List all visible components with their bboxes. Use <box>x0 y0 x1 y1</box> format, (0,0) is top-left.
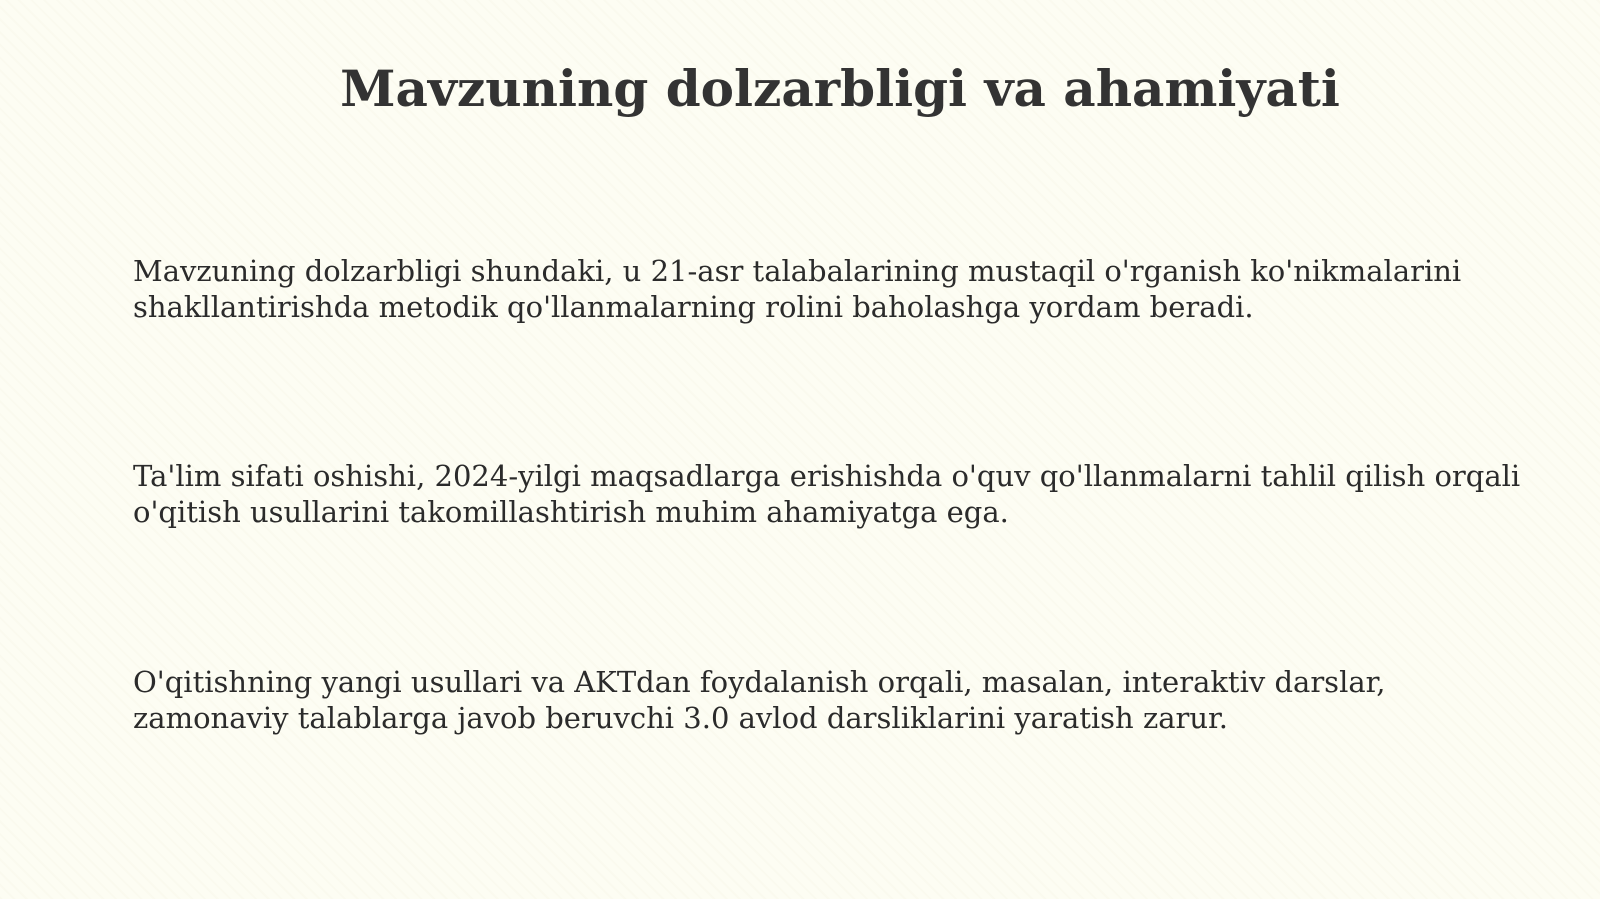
paragraph-new-methods: O'qitishning yangi usullari va AKTdan foydalanish orqali, masalan, interaktiv darslar, zamonaviy talablarga javob beruvchi 3.0 avlod darsliklarini yaratish zarur. <box>133 665 1386 735</box>
slide-title: Mavzuning dolzarbligi va ahamiyati <box>340 59 1340 118</box>
paragraph-education-quality: Ta'lim sifati oshishi, 2024-yilgi maqsadlarga erishishda o'quv qo'llanmalarni tahlil qilish orqali o'qitish usullarini takomillashtirish muhim ahamiyatga ega. <box>133 459 1521 529</box>
paragraph-relevance: Mavzuning dolzarbligi shundaki, u 21-asr talabalarining mustaqil o'rganish ko'nikmalarini shakllantirishda metodik qo'llanmalarning rolini baholashga yordam beradi. <box>133 254 1462 324</box>
